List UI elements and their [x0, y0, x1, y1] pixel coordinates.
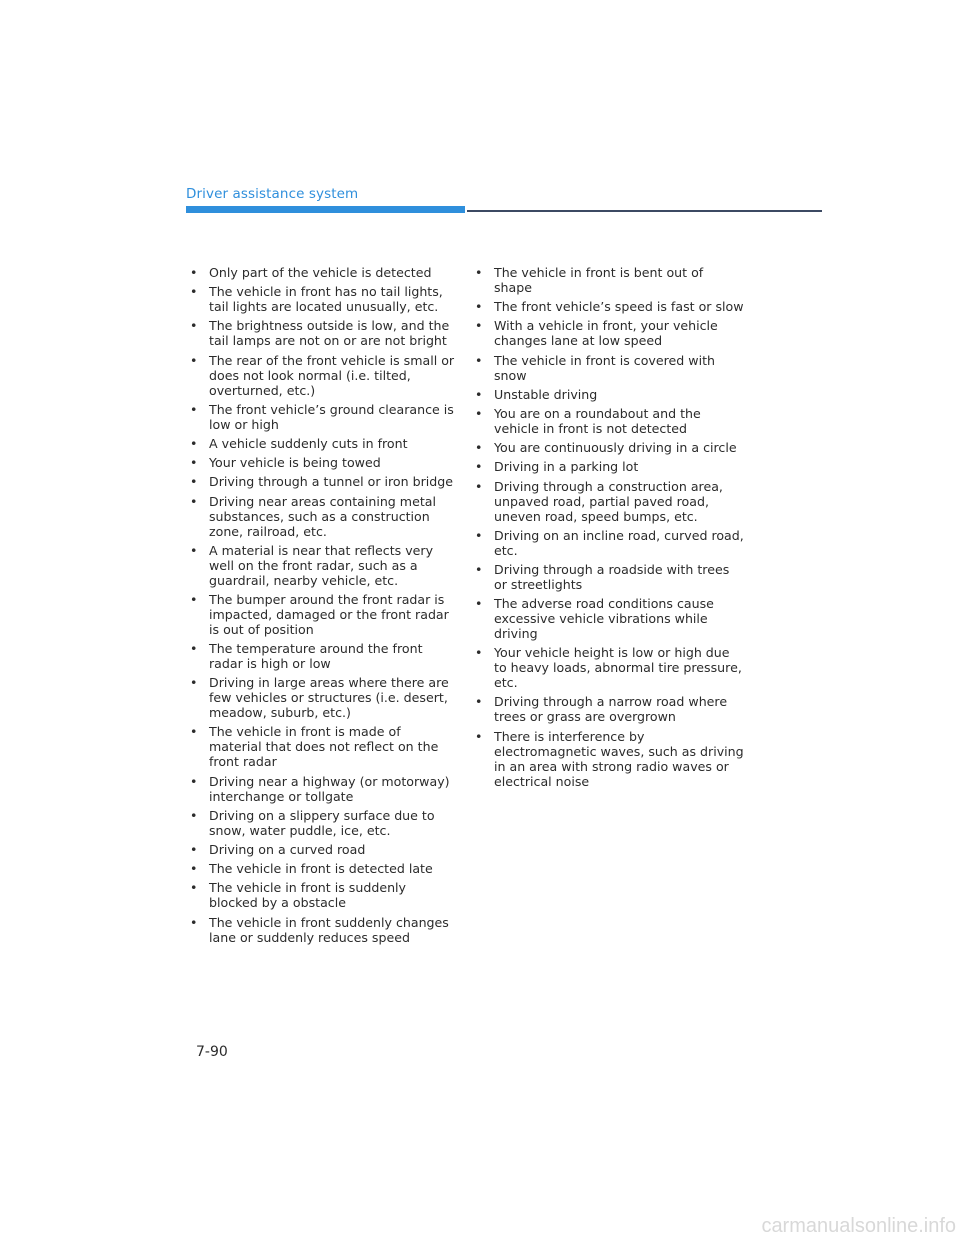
list-item	[475, 562, 745, 592]
bullet-icon: •	[190, 675, 198, 691]
bullet-icon: •	[190, 352, 198, 368]
list-item	[190, 455, 455, 470]
list-item	[190, 474, 455, 489]
bullet-icon: •	[475, 527, 483, 543]
list-item	[190, 592, 455, 637]
list-item	[190, 436, 455, 451]
list-item	[190, 284, 455, 314]
bullet-icon: •	[190, 318, 198, 334]
bullet-icon: •	[475, 728, 483, 744]
list-item	[190, 861, 455, 876]
list-item-text: The vehicle in front suddenly changes lane or suddenly reduces speed	[209, 914, 449, 945]
list-item-text: The vehicle in front has no tail lights, tail lights are located unusually, etc.	[209, 284, 443, 315]
bullet-icon: •	[190, 401, 198, 417]
list-item-text: A vehicle suddenly cuts in front	[209, 435, 408, 451]
list-item-text: The vehicle in front is suddenly blocked by a obstacle	[209, 880, 407, 911]
list-item	[190, 774, 455, 804]
list-item	[190, 675, 455, 720]
list-item-text: You are continuously driving in a circle	[494, 440, 737, 456]
left-column-list	[190, 265, 455, 949]
list-item	[190, 724, 455, 769]
list-item	[190, 318, 455, 348]
list-item-text: The vehicle in front is made of material that does not reflect on the front radar	[209, 724, 439, 770]
list-item	[190, 641, 455, 671]
list-item-text: Driving near areas containing metal substances, such as a construction zone, railroad, etc.	[209, 493, 436, 539]
list-item-text: The brightness outside is low, and the tail lamps are not on or are not bright	[209, 318, 450, 349]
bullet-icon: •	[475, 561, 483, 577]
list-item	[190, 880, 455, 910]
list-item	[190, 265, 455, 280]
bullet-icon: •	[190, 474, 198, 490]
watermark: carmanualsonline.info	[761, 1215, 956, 1237]
bullet-icon: •	[190, 861, 198, 877]
bullet-icon: •	[475, 459, 483, 475]
list-item-text: Driving in a parking lot	[494, 459, 639, 475]
list-item	[475, 645, 745, 690]
bullet-icon: •	[475, 478, 483, 494]
list-item-text: Driving through a roadside with trees or streetlights	[494, 561, 730, 592]
list-item-text: The vehicle in front is covered with snow	[494, 352, 715, 383]
list-item-text: Driving through a tunnel or iron bridge	[209, 474, 454, 490]
bullet-icon: •	[190, 455, 198, 471]
list-item	[190, 402, 455, 432]
list-item-text: With a vehicle in front, your vehicle changes lane at low speed	[494, 318, 718, 349]
bullet-icon: •	[190, 914, 198, 930]
header-rule-accent	[186, 206, 465, 213]
bullet-icon: •	[190, 542, 198, 558]
bullet-icon: •	[475, 299, 483, 315]
list-item-text: The front vehicle’s speed is fast or slow	[494, 299, 744, 315]
list-item	[475, 729, 745, 789]
bullet-icon: •	[190, 284, 198, 300]
list-item-text: Driving on a slippery surface due to snow, water puddle, ice, etc.	[209, 807, 435, 838]
list-item	[475, 318, 745, 348]
list-item-text: Driving in large areas where there are few vehicles or structures (i.e. desert, meadow, suburb, etc.)	[209, 675, 449, 721]
list-item-text: There is interference by electromagnetic waves, such as driving in an area with strong radio waves or electrical noise	[494, 728, 744, 789]
bullet-icon: •	[475, 645, 483, 661]
list-item-text: Unstable driving	[494, 386, 598, 402]
list-item	[190, 915, 455, 945]
list-item-text: The front vehicle’s ground clearance is low or high	[209, 401, 454, 432]
bullet-icon: •	[475, 596, 483, 612]
list-item	[190, 543, 455, 588]
list-item-text: The bumper around the front radar is impacted, damaged or the front radar is out of position	[209, 591, 449, 637]
list-item-text: Your vehicle height is low or high due to heavy loads, abnormal tire pressure, etc.	[494, 645, 742, 691]
bullet-icon: •	[190, 842, 198, 857]
list-item	[475, 459, 745, 474]
list-item-text: Driving on an incline road, curved road, etc.	[494, 527, 744, 558]
list-item-text: Your vehicle is being towed	[209, 455, 381, 471]
bullet-icon: •	[475, 440, 483, 456]
list-item	[475, 694, 745, 724]
bullet-icon: •	[190, 493, 198, 509]
list-item-text: The rear of the front vehicle is small or does not look normal (i.e. tilted, overturned, etc.)	[209, 352, 455, 398]
list-item	[475, 353, 745, 383]
bullet-icon: •	[190, 880, 198, 896]
list-item-text: Driving near a highway (or motorway) interchange or tollgate	[209, 773, 450, 804]
list-item	[190, 353, 455, 398]
list-item-text: Only part of the vehicle is detected	[209, 265, 432, 280]
list-item	[475, 440, 745, 455]
bullet-icon: •	[190, 807, 198, 823]
bullet-icon: •	[475, 318, 483, 334]
bullet-icon: •	[190, 641, 198, 657]
bullet-icon: •	[475, 405, 483, 421]
list-item	[190, 808, 455, 838]
bullet-icon: •	[190, 265, 198, 280]
list-item	[190, 842, 455, 857]
bullet-icon: •	[190, 435, 198, 451]
header-rule	[467, 210, 822, 212]
list-item-text: Driving on a curved road	[209, 842, 366, 857]
list-item	[475, 479, 745, 524]
bullet-icon: •	[190, 773, 198, 789]
bullet-icon: •	[475, 352, 483, 368]
page-number: 7-90	[196, 1044, 228, 1060]
list-item-text: Driving through a narrow road where trees or grass are overgrown	[494, 694, 728, 725]
list-item	[475, 265, 745, 295]
list-item	[475, 387, 745, 402]
list-item-text: A material is near that reflects very well on the front radar, such as a guardrail, nearby vehicle, etc.	[209, 542, 434, 588]
list-item-text: The vehicle in front is bent out of shape	[494, 265, 704, 295]
right-column-list	[475, 265, 745, 793]
bullet-icon: •	[475, 265, 483, 280]
list-item-text: Driving through a construction area, unpaved road, partial paved road, uneven road, speed bumps, etc.	[494, 478, 723, 524]
bullet-icon: •	[190, 591, 198, 607]
list-item-text: The vehicle in front is detected late	[209, 861, 433, 877]
list-item	[475, 596, 745, 641]
bullet-icon: •	[190, 724, 198, 740]
list-item	[475, 406, 745, 436]
list-item	[190, 494, 455, 539]
list-item-text: You are on a roundabout and the vehicle in front is not detected	[494, 405, 701, 436]
list-item-text: The temperature around the front radar is high or low	[209, 641, 423, 672]
list-item	[475, 528, 745, 558]
list-item	[475, 299, 745, 314]
section-title: Driver assistance system	[186, 186, 359, 202]
bullet-icon: •	[475, 694, 483, 710]
list-item-text: The adverse road conditions cause excessive vehicle vibrations while driving	[494, 596, 714, 642]
bullet-icon: •	[475, 386, 483, 402]
